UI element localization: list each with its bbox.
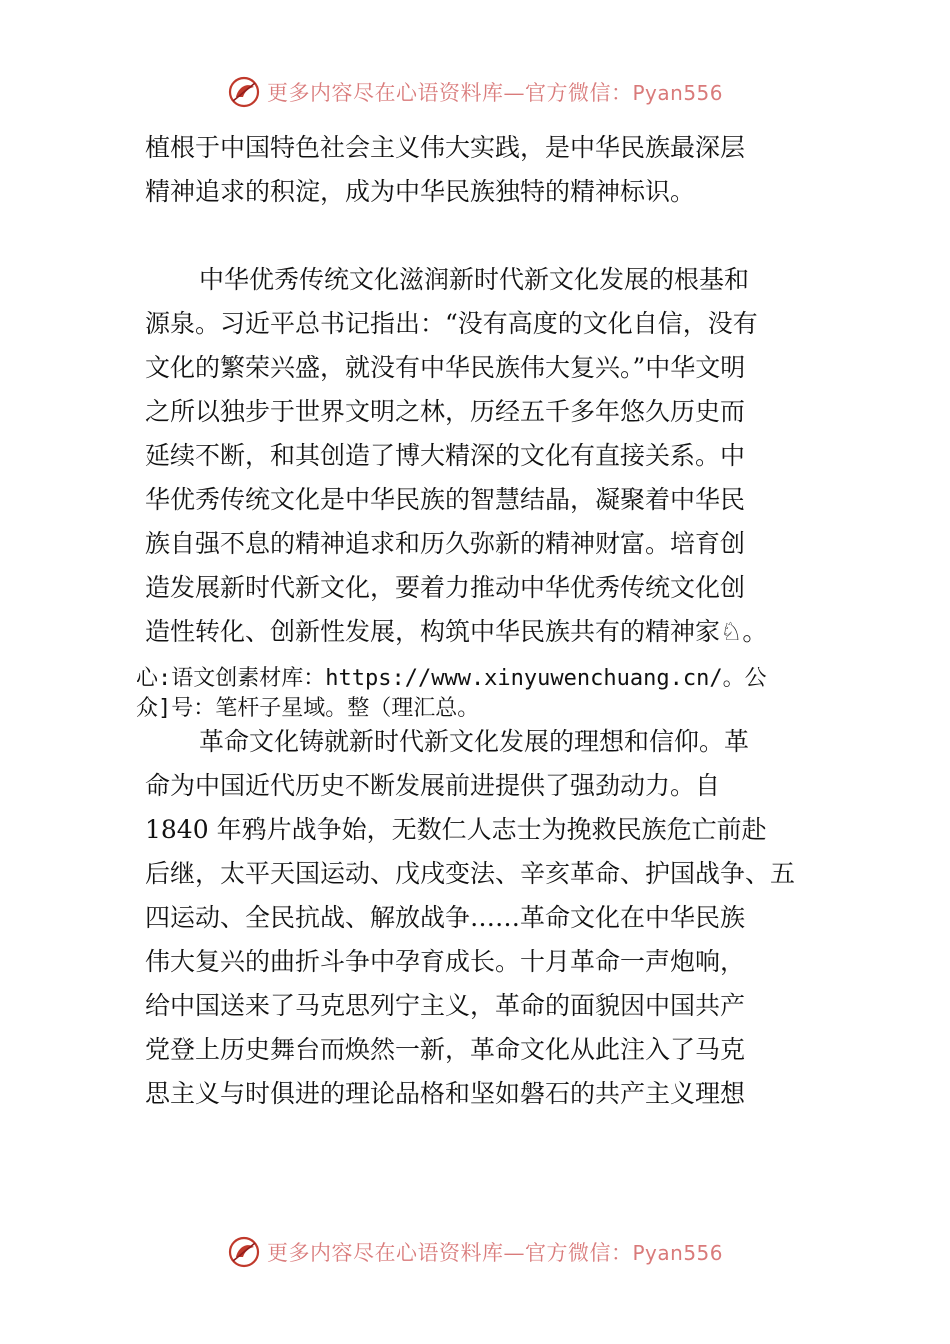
paragraph-2 — [145, 258, 825, 654]
paragraph-1 — [145, 126, 825, 214]
text-line: 心:语文创素材库：https://www.xinyuwenchuang.cn/。公 — [136, 666, 767, 691]
footer-banner — [0, 1230, 950, 1274]
text-line: 之所以独步于世界文明之林，历经五千多年悠久历史而 — [145, 397, 746, 426]
text-line: 源泉。习近平总书记指出：“没有高度的文化自信，没有 — [145, 309, 758, 338]
paragraph-3 — [145, 720, 825, 1116]
banner-middle: —官方微信： — [503, 81, 633, 105]
text-line: 精神追求的积淀，成为中华民族独特的精神标识。 — [145, 177, 696, 206]
text-line: 后继，太平天国运动、戊戌变法、辛亥革命、护国战争、五 — [145, 859, 796, 888]
banner-prefix: 更多内容尽在心语资料库 — [266, 1241, 504, 1265]
banner-prefix: 更多内容尽在心语资料库 — [266, 81, 504, 105]
watermark-note — [136, 664, 836, 724]
text-line: 造发展新时代新文化，要着力推动中华优秀传统文化创 — [145, 573, 746, 602]
text-line: 族自强不息的精神追求和历久弥新的精神财富。培育创 — [145, 529, 746, 558]
text-line: 四运动、全民抗战、解放战争……革命文化在中华民族 — [145, 903, 746, 932]
logo-icon — [227, 1235, 261, 1269]
text-line: 延续不断，和其创造了博大精深的文化有直接关系。中 — [145, 441, 746, 470]
banner-account: Pyan556 — [632, 1241, 723, 1265]
text-line: 1840 年鸦片战争始，无数仁人志士为挽救民族危亡前赴 — [145, 815, 767, 844]
text-line: 中华优秀传统文化滋润新时代新文化发展的根基和 — [199, 265, 750, 294]
text-line: 华优秀传统文化是中华民族的智慧结晶，凝聚着中华民 — [145, 485, 746, 514]
text-line: 给中国送来了马克思列宁主义，革命的面貌因中国共产 — [145, 991, 746, 1020]
text-line: 党登上历史舞台而焕然一新，革命文化从此注入了马克 — [145, 1035, 746, 1064]
text-line: 思主义与时俱进的理论品格和坚如磐石的共产主义理想 — [145, 1079, 746, 1108]
text-line: 革命文化铸就新时代新文化发展的理想和信仰。革 — [199, 727, 750, 756]
text-line: 伟大复兴的曲折斗争中孕育成长。十月革命一声炮响， — [145, 947, 746, 976]
text-line: 植根于中国特色社会主义伟大实践，是中华民族最深层 — [145, 133, 746, 162]
text-line: 文化的繁荣兴盛，就没有中华民族伟大复兴。”中华文明 — [145, 353, 746, 382]
text-line: 众]号：笔杆子星域。整（理汇总。 — [136, 696, 480, 721]
banner-middle: —官方微信： — [503, 1241, 633, 1265]
text-line: 命为中国近代历史不断发展前进提供了强劲动力。自 — [145, 771, 721, 800]
text-line: 造性转化、创新性发展，构筑中华民族共有的精神家♘。 — [145, 617, 768, 646]
banner-text — [267, 1237, 723, 1267]
banner-text — [267, 77, 723, 107]
banner-account: Pyan556 — [632, 81, 723, 105]
header-banner — [0, 70, 950, 114]
logo-icon — [227, 75, 261, 109]
